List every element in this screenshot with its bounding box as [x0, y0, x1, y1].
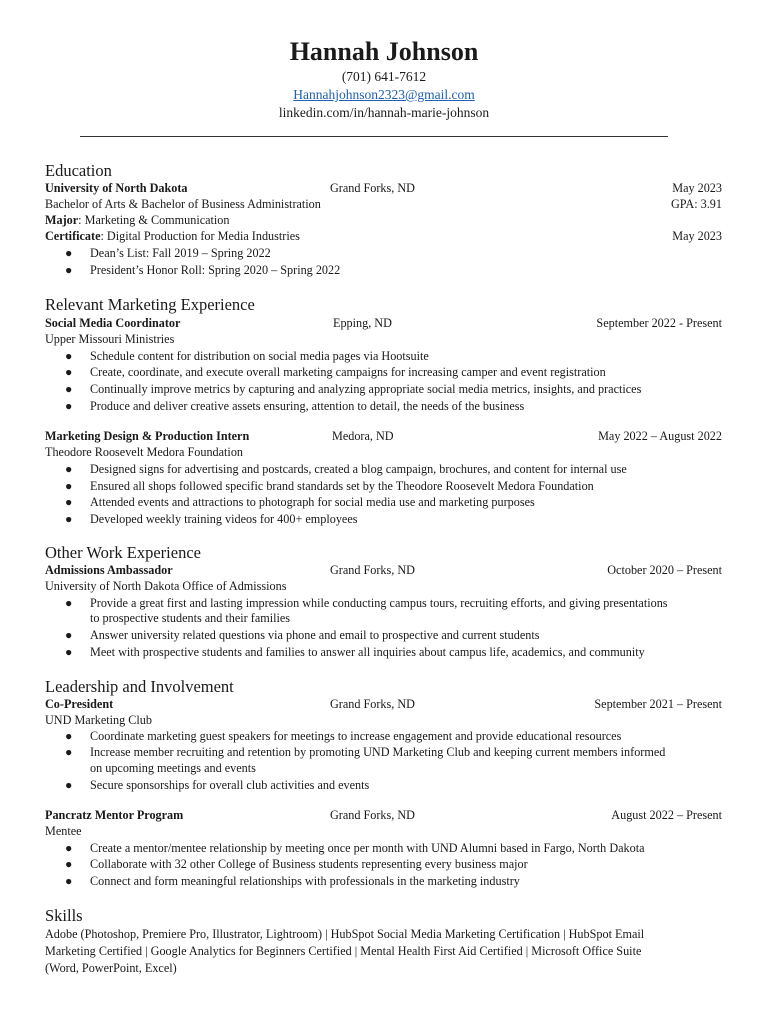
role-title: Co-President: [45, 697, 114, 711]
major-value: : Marketing & Communication: [78, 213, 230, 227]
job-title: Social Media Coordinator: [45, 316, 181, 330]
role-title: Pancratz Mentor Program: [45, 808, 184, 822]
email-link[interactable]: Hannahjohnson2323@gmail.com: [293, 87, 475, 102]
bullet-icon: ●: [65, 382, 73, 396]
bullet-icon: ●: [65, 399, 73, 413]
certificate-date: May 2023: [672, 229, 722, 243]
bullet-icon: ●: [65, 246, 73, 260]
bullet-icon: ●: [65, 263, 73, 277]
bullet-text: Provide a great first and lasting impression while conducting campus tours, recruiting efforts, and giving presentations: [90, 596, 668, 610]
gpa: GPA: 3.91: [670, 197, 722, 211]
education-degree-row: [45, 196, 722, 212]
section-heading-marketing: Relevant Marketing Experience: [45, 295, 255, 314]
skills-line: Adobe (Photoshop, Premiere Pro, Illustrator, Lightroom) | HubSpot Social Media Marketing Certification | HubSpot Email: [45, 927, 645, 941]
skills-line: Marketing Certified | Google Analytics for Beginners Certified | Mental Health First Aid Certified | Microsoft Office Suite: [45, 944, 642, 958]
bullet-text: Coordinate marketing guest speakers for meetings to increase engagement and provide educational resources: [90, 729, 622, 743]
bullet-icon: ●: [65, 857, 73, 871]
bullet-text: Attended events and attractions to photograph for social media use and marketing purposes: [90, 495, 535, 509]
phone-number: (701) 641-7612: [341, 69, 427, 84]
role-row: [45, 807, 722, 823]
education-school-row: [45, 180, 722, 196]
resume-name: Hannah Johnson: [289, 37, 479, 66]
job-location: Grand Forks, ND: [330, 563, 415, 577]
section-heading-skills: Skills: [45, 906, 83, 925]
bullet-icon: ●: [65, 512, 73, 526]
job-organization: Upper Missouri Ministries: [45, 332, 175, 346]
bullet-icon: ●: [65, 596, 73, 610]
email-row: [0, 86, 768, 104]
bullet-text: Collaborate with 32 other College of Business students representing every business major: [90, 857, 528, 871]
linkedin-url: linkedin.com/in/hannah-marie-johnson: [278, 105, 490, 120]
job-date: May 2022 – August 2022: [598, 429, 722, 443]
role-date: September 2021 – Present: [594, 697, 722, 711]
role-date: August 2022 – Present: [611, 808, 722, 822]
job-organization: University of North Dakota Office of Admissions: [45, 579, 287, 593]
bullet-icon: ●: [65, 495, 73, 509]
bullet-text: Produce and deliver creative assets ensuring, attention to detail, the needs of the business: [90, 399, 525, 413]
bullet-text: Designed signs for advertising and postcards, created a blog campaign, brochures, and content for internal use: [90, 462, 627, 476]
section-heading-education: Education: [45, 161, 112, 180]
bullet-icon: ●: [65, 645, 73, 659]
section-heading-other-work: Other Work Experience: [45, 543, 201, 562]
job-title: Admissions Ambassador: [45, 563, 173, 577]
bullet-icon: ●: [65, 349, 73, 363]
bullet-icon: ●: [65, 745, 73, 759]
job-title: Marketing Design & Production Intern: [45, 429, 250, 443]
bullet-text: Connect and form meaningful relationships with professionals in the marketing industry: [90, 874, 520, 888]
job-date: October 2020 – Present: [607, 563, 722, 577]
major-row: [45, 212, 229, 228]
job-organization: Theodore Roosevelt Medora Foundation: [45, 445, 244, 459]
bullet-text: Create, coordinate, and execute overall marketing campaigns for increasing camper and event registration: [90, 365, 606, 379]
certificate-label: Certificate: [45, 229, 101, 243]
bullet-text: President’s Honor Roll: Spring 2020 – Spring 2022: [90, 263, 341, 277]
skills-line: (Word, PowerPoint, Excel): [45, 961, 177, 975]
certificate-value: : Digital Production for Media Industries: [100, 229, 300, 243]
bullet-text: Continually improve metrics by capturing and analyzing appropriate social media metrics, insights, and practices: [90, 382, 642, 396]
certificate-row: [45, 228, 722, 244]
bullet-text: Dean’s List: Fall 2019 – Spring 2022: [90, 246, 271, 260]
bullet-text: Create a mentor/mentee relationship by meeting once per month with UND Alumni based in Fargo, North Dakota: [90, 841, 645, 855]
graduation-date: May 2023: [672, 181, 722, 195]
role-organization: Mentee: [45, 824, 82, 838]
bullet-icon: ●: [65, 729, 73, 743]
bullet-icon: ●: [65, 874, 73, 888]
bullet-icon: ●: [65, 778, 73, 792]
bullet-icon: ●: [65, 365, 73, 379]
bullet-text: on upcoming meetings and events: [90, 761, 256, 775]
header-divider: [80, 136, 668, 137]
job-location: Medora, ND: [332, 429, 394, 443]
role-location: Grand Forks, ND: [330, 808, 415, 822]
bullet-text: Meet with prospective students and families to answer all inquiries about campus life, academics, and community: [90, 645, 645, 659]
bullet-text: to prospective students and their families: [90, 611, 291, 625]
school-name: University of North Dakota: [45, 181, 188, 195]
bullet-text: Schedule content for distribution on social media pages via Hootsuite: [90, 349, 429, 363]
degree: Bachelor of Arts & Bachelor of Business Administration: [45, 197, 321, 211]
bullet-icon: ●: [65, 479, 73, 493]
bullet-text: Answer university related questions via phone and email to prospective and current students: [90, 628, 540, 642]
bullet-text: Increase member recruiting and retention by promoting UND Marketing Club and keeping current members informed: [90, 745, 666, 759]
bullet-icon: ●: [65, 841, 73, 855]
bullet-icon: ●: [65, 628, 73, 642]
section-heading-leadership: Leadership and Involvement: [45, 677, 234, 696]
bullet-text: Ensured all shops followed specific brand standards set by the Theodore Roosevelt Medora Foundation: [90, 479, 594, 493]
bullet-icon: ●: [65, 462, 73, 476]
role-organization: UND Marketing Club: [45, 713, 152, 727]
bullet-text: Developed weekly training videos for 400+ employees: [90, 512, 358, 526]
major-label: Major: [45, 213, 79, 227]
bullet-text: Secure sponsorships for overall club activities and events: [90, 778, 370, 792]
job-row: [45, 428, 722, 444]
role-location: Grand Forks, ND: [330, 697, 415, 711]
job-location: Epping, ND: [333, 316, 392, 330]
job-row: [45, 562, 722, 578]
role-row: [45, 696, 722, 712]
school-location: Grand Forks, ND: [330, 181, 415, 195]
job-row: [45, 315, 722, 331]
job-date: September 2022 - Present: [596, 316, 722, 330]
